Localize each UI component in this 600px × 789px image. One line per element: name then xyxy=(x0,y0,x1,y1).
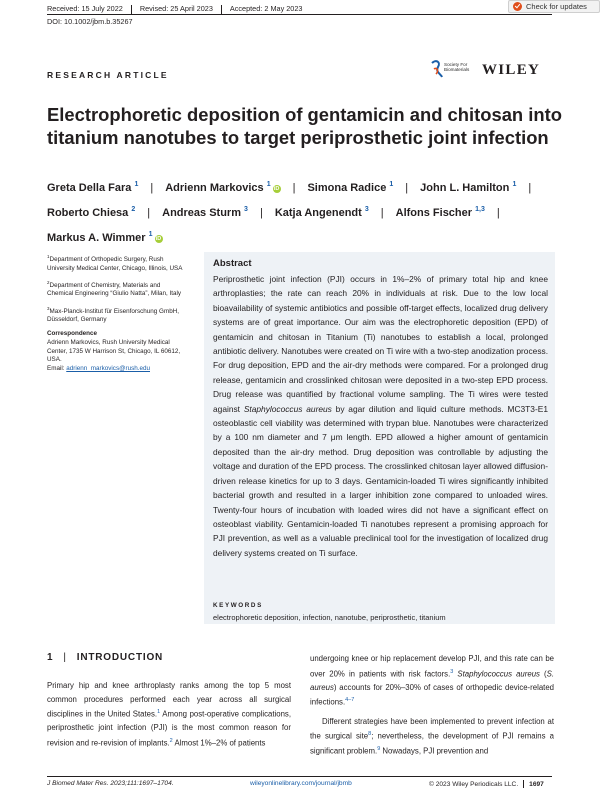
article-title: Electrophoretic deposition of gentamicin and chitosan into titanium nanotubes to target periprosthetic joint infection xyxy=(47,104,562,148)
keywords-heading: KEYWORDS xyxy=(213,602,263,609)
reference-link[interactable]: 8 xyxy=(368,731,372,738)
author[interactable]: Simona Radice $^1$ xyxy=(307,181,394,194)
author-list: Greta Della Fara $^1$ | Adrienn Markovics $^1$iD | Simona Radice $^1$ | John L. Hamilton $^1$ | Roberto Chiesa $^2$ | Andreas Sturm $^3$ | Katja Angenendt $^3$ | Alfons Fischer $^{1,3}$ | Markus A. Wimmer $^1$iD xyxy=(47,181,532,244)
journal-citation: J Biomed Mater Res. 2023;111:1697–1704. xyxy=(47,780,174,787)
author[interactable]: Alfons Fischer $^{1,3}$ xyxy=(395,206,485,219)
body-column-left: Primary hip and knee arthroplasty ranks among the top 5 most common procedures performed each year across all surgical disciplines in the United States.$^1$ Among post-operative complications, periprosthetic joint infection (PJI) is the most common reason for revision and re-revision of implants.$^2$ Almost 1%–2% of patients xyxy=(47,681,291,748)
author[interactable]: Adrienn Markovics $^1$iD xyxy=(165,181,280,194)
reference-link[interactable]: 9 xyxy=(377,746,381,753)
email-link[interactable]: adrienn_markovics@rush.edu xyxy=(66,364,150,372)
author[interactable]: Roberto Chiesa $^2$ xyxy=(47,206,136,219)
affiliation: $^3$Max-Planck-Institut für Eisenforschung GmbH, Düsseldorf, Germany xyxy=(47,305,179,324)
article-dates xyxy=(47,4,302,14)
author[interactable]: Greta Della Fara $^1$ xyxy=(47,181,139,194)
affiliations xyxy=(47,253,187,373)
correspondence-text: Adrienn Markovics, Rush University Medical Center, 1735 W Harrison St, Chicago, IL 60612, USA. Email: adrienn_markovics@rush.edu xyxy=(47,338,181,372)
reference-link[interactable]: 3 xyxy=(450,668,454,675)
header-rule xyxy=(47,14,552,15)
check-updates-label: Check for updates xyxy=(526,2,587,11)
received-date: Received: 15 July 2022 xyxy=(47,4,123,13)
author[interactable]: Andreas Sturm $^3$ xyxy=(162,206,248,219)
reference-link[interactable]: 4–7 xyxy=(345,697,355,704)
society-for-biomaterials-logo xyxy=(430,59,474,81)
author[interactable]: Markus A. Wimmer $^1$iD xyxy=(47,231,162,244)
author[interactable]: John L. Hamilton $^1$ xyxy=(420,181,517,194)
correspondence-heading: Correspondence xyxy=(47,330,98,338)
journal-url-link[interactable]: wileyonlinelibrary.com/journal/jbmb xyxy=(250,780,352,787)
author[interactable]: Katja Angenendt $^3$ xyxy=(274,206,369,219)
accepted-date: Accepted: 2 May 2023 xyxy=(229,4,303,13)
section-heading: 1 | INTRODUCTION xyxy=(47,652,164,663)
revised-date: Revised: 25 April 2023 xyxy=(139,4,213,13)
affiliation: $^1$Department of Orthopedic Surgery, Rush University Medical Center, Chicago, Illinois, USA xyxy=(47,254,183,272)
society-logo-text: Society For Biomaterials xyxy=(444,62,470,72)
footer-right xyxy=(429,780,544,788)
article-type: RESEARCH ARTICLE xyxy=(47,70,169,80)
check-for-updates-button[interactable] xyxy=(508,0,600,13)
abstract-text: Periprosthetic joint infection (PJI) occurs in 1%–2% of primary total hip and knee arthroplasties; the rate can reach 20% in individuals at risk. Due to the low local bioavailability of systemic antibiotics and possible off-target effects, localized drug delivery systems are of great importance. Our aim was the electrophoretic deposition (EPD) of gentamicin and chitosan in Titanium (Ti) nanotubes to establish a local, prolonged antibiotic delivery. Nanotubes were created on Ti wire with a two-step anodization process. For drug deposition, EPD and the air-dry methods were compared. For a prolonged drug release, gentamicin and crosslinked chitosan were deposited in a two-step EPD process. Drug release was quantified by fractional volume sampling. The Ti wires were tested against Staphylococcus aureus by agar dilution and liquid culture methods. MC3T3-E1 osteoblastic cell viability was determined with trypan blue. Nanotubes were characterized by a 100 nm diameter and 7 μm length. EPD allowed a higher amount of gentamicin deposited than the air-dry method. Drug deposition was controllable by adjusting the voltage and duration of the EPD process. The crosslinked chitosan layer allowed diffusion-driven release kinetics for up to 3 days. Gentamicin-loaded Ti wires significantly inhibited bacterial growth and resulted in a larger inhibition zone compared to unloaded wires. Twenty-four hours of incubation with loaded wires did not have a significant effect on osteoblast viability. Gentamicin-loaded Ti nanotubes represent a promising approach for PJI prevention, as well as a valuable preclinical tool for the investigation of localized drug delivery systems created on Ti surface. xyxy=(213,274,549,558)
body-column-right: undergoing knee or hip replacement develop PJI, and this rate can be over 20% in patients with risk factors.$^3$ Staphylococcus aureus (S. aureus) accounts for 20%–30% of cases of orthopedic device-related infections.$^{4-7}$ Different strategies have been implemented to prevent infection at the surgical site$^8$; nevertheless, the development of PJI remains a significant problem.$^9$ Nowadays, PJI prevention and xyxy=(310,654,555,756)
page-number: 1697 xyxy=(529,780,544,788)
reference-link[interactable]: 2 xyxy=(169,737,173,744)
footer-rule xyxy=(47,776,552,777)
affiliation: $^2$Department of Chemistry, Materials and Chemical Engineering “Giulio Natta”, Milan, Italy xyxy=(47,279,182,298)
publisher-logos xyxy=(430,58,555,82)
abstract-heading: Abstract xyxy=(213,258,252,269)
reference-link[interactable]: 1 xyxy=(157,709,161,716)
wiley-logo: WILEY xyxy=(482,61,541,78)
keywords: electrophoretic deposition, infection, nanotube, periprosthetic, titanium xyxy=(213,613,446,622)
check-updates-icon xyxy=(513,2,522,11)
orcid-icon[interactable]: iD xyxy=(155,236,162,242)
copyright: © 2023 Wiley Periodicals LLC. xyxy=(429,780,519,788)
doi[interactable]: DOI: 10.1002/jbm.b.35267 xyxy=(47,17,133,26)
orcid-icon[interactable]: iD xyxy=(273,186,280,192)
